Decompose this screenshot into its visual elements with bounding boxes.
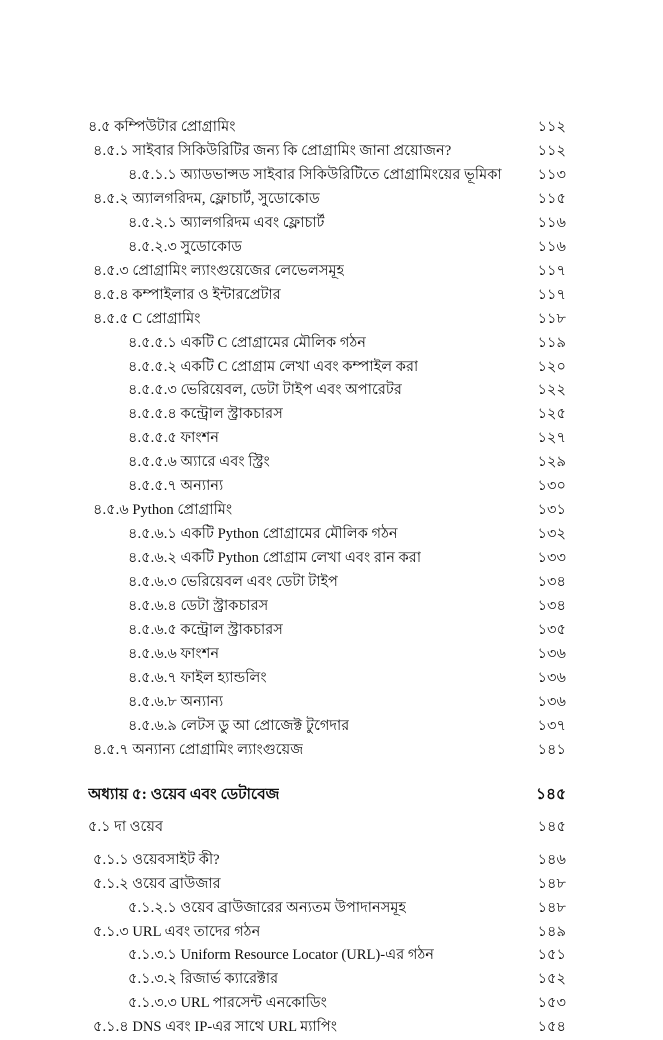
toc-entry-title: ৪.৫.২.১ অ্যালগরিদম এবং ফ্লোচার্ট <box>128 214 325 231</box>
toc-chapter-row[interactable] <box>88 783 566 807</box>
toc-page-number: ১২৯ <box>537 454 566 471</box>
toc-entry-row[interactable] <box>88 260 566 284</box>
toc-entry-title: ৪.৫.৬.৭ ফাইল হ্যান্ডলিং <box>128 669 267 686</box>
toc-entry-row[interactable] <box>88 897 566 921</box>
toc-entry-title: ৪.৫.৬.৮ অন্যান্য <box>128 693 224 710</box>
toc-entry-row[interactable] <box>88 968 566 992</box>
table-of-contents-list <box>88 116 566 1040</box>
toc-entry-title: ৪.৫.২.৩ সুডোকোড <box>128 238 243 255</box>
toc-entry-row[interactable] <box>88 849 566 873</box>
toc-page-number: ১১৬ <box>537 214 566 231</box>
toc-entry-row[interactable] <box>88 944 566 968</box>
toc-entry-title: ৫.১.৩.৩ URL পারসেন্ট এনকোডিং <box>128 995 327 1012</box>
toc-page-number: ১৪৬ <box>537 851 566 868</box>
toc-entry-row[interactable] <box>88 992 566 1016</box>
toc-entry-row[interactable] <box>88 691 566 715</box>
toc-entry-row[interactable] <box>88 739 566 763</box>
toc-entry-title: ৫.১.১ ওয়েবসাইট কী? <box>93 851 220 868</box>
toc-page-number: ১৩৪ <box>537 598 566 615</box>
toc-page-number: ১১২ <box>537 142 566 159</box>
toc-entry-row[interactable] <box>88 379 566 403</box>
toc-entry-title: ৫.১ দা ওয়েব <box>88 818 164 835</box>
toc-entry-title: ৪.৫.৪ কম্পাইলার ও ইন্টারপ্রেটার <box>93 286 281 303</box>
toc-page-number: ১১৩ <box>537 166 566 183</box>
toc-entry-row[interactable] <box>88 571 566 595</box>
toc-page-number: ১৩৬ <box>537 669 566 686</box>
toc-entry-row[interactable] <box>88 451 566 475</box>
toc-entry-title: ৫.১.২ ওয়েব ব্রাউজার <box>93 875 221 892</box>
toc-page-number: ১১৬ <box>537 238 566 255</box>
toc-page-number: ১৩৬ <box>537 645 566 662</box>
toc-entry-row[interactable] <box>88 284 566 308</box>
toc-page-number: ১৩১ <box>537 502 566 519</box>
toc-entry-title: ৪.৫.৫ C প্রোগ্রামিং <box>93 310 201 327</box>
toc-entry-title: ৫.১.৩.১ Uniform Resource Locator (URL)-এর গঠন <box>128 947 434 964</box>
toc-entry-row[interactable] <box>88 499 566 523</box>
toc-page-number: ১১৭ <box>537 286 566 303</box>
toc-entry-row[interactable] <box>88 523 566 547</box>
toc-entry-title: ৪.৫.১.১ অ্যাডভান্সড সাইবার সিকিউরিটিতে প্রোগ্রামিংয়ের ভূমিকা <box>128 166 502 183</box>
toc-entry-title: ৪.৫.৫.৫ ফাংশন <box>128 430 219 447</box>
toc-entry-row[interactable] <box>88 212 566 236</box>
toc-entry-row[interactable] <box>88 475 566 499</box>
toc-page-number: ১৩৫ <box>537 622 566 639</box>
toc-page-number: ১৫২ <box>537 971 566 988</box>
toc-page-number: ১১৯ <box>537 334 566 351</box>
toc-page-number: ১৩২ <box>537 526 566 543</box>
toc-entry-row[interactable] <box>88 356 566 380</box>
toc-entry-title: ৪.৫.৬.১ একটি Python প্রোগ্রামের মৌলিক গঠন <box>128 526 398 543</box>
toc-entry-title: ৪.৫.৫.৭ অন্যান্য <box>128 478 224 495</box>
toc-entry-row[interactable] <box>88 667 566 691</box>
toc-entry-row[interactable] <box>88 116 566 140</box>
toc-entry-row[interactable] <box>88 921 566 945</box>
toc-page-number: ১৫৩ <box>537 995 566 1012</box>
toc-entry-title: ৪.৫.৩ প্রোগ্রামিং ল্যাংগুয়েজের লেভেলসমূহ <box>93 262 345 279</box>
toc-page-number: ১২২ <box>537 382 566 399</box>
toc-page-number: ১৪৫ <box>537 818 566 835</box>
toc-page-number: ১৫৪ <box>537 1019 566 1036</box>
toc-page-number: ১১৭ <box>537 262 566 279</box>
toc-page-number: ১২৫ <box>537 406 566 423</box>
toc-page-number: ১৩৭ <box>537 717 566 734</box>
toc-entry-title: ৪.৫.৫.১ একটি C প্রোগ্রামের মৌলিক গঠন <box>128 334 366 351</box>
toc-page-number: ১৩৩ <box>537 550 566 567</box>
toc-page-number: ১৫১ <box>537 947 566 964</box>
toc-entry-row[interactable] <box>88 236 566 260</box>
toc-page-number: ১১২ <box>537 119 566 135</box>
toc-entry-row[interactable] <box>88 1016 566 1040</box>
toc-page-number: ১৪১ <box>537 741 566 758</box>
toc-page-number: ১৪৫ <box>536 785 566 803</box>
toc-page-number: ১৪৯ <box>537 923 566 940</box>
toc-entry-title: ৪.৫.২ অ্যালগরিদম, ফ্লোচার্ট, সুডোকোড <box>93 190 320 207</box>
toc-entry-row[interactable] <box>88 188 566 212</box>
toc-entry-row[interactable] <box>88 164 566 188</box>
toc-entry-row[interactable] <box>88 715 566 739</box>
toc-entry-row[interactable] <box>88 595 566 619</box>
toc-entry-title: ৪.৫ কম্পিউটার প্রোগ্রামিং <box>88 119 236 135</box>
toc-page-number: ১৩৬ <box>537 693 566 710</box>
toc-entry-row[interactable] <box>88 873 566 897</box>
toc-entry-title: ৫.১.৩ URL এবং তাদের গঠন <box>93 923 261 940</box>
toc-entry-title: ৪.৫.৫.৬ অ্যারে এবং স্ট্রিং <box>128 454 270 471</box>
toc-entry-row[interactable] <box>88 332 566 356</box>
toc-entry-row[interactable] <box>88 427 566 451</box>
toc-entry-row[interactable] <box>88 547 566 571</box>
toc-entry-row[interactable] <box>88 816 566 840</box>
toc-page-number: ১২৭ <box>537 430 566 447</box>
toc-entry-title: ৪.৫.৫.৪ কন্ট্রোল স্ট্রাকচারস <box>128 406 283 423</box>
toc-entry-title: ৪.৫.৫.২ একটি C প্রোগ্রাম লেখা এবং কম্পাইল করা <box>128 358 419 375</box>
toc-page-number: ১৪৮ <box>537 899 566 916</box>
toc-entry-row[interactable] <box>88 643 566 667</box>
toc-entry-row[interactable] <box>88 619 566 643</box>
toc-page-number: ১৩৪ <box>537 574 566 591</box>
toc-page-number: ১৩০ <box>537 478 566 495</box>
toc-entry-title: ৪.৫.৬.৫ কন্ট্রোল স্ট্রাকচারস <box>128 622 283 639</box>
toc-entry-title: ৫.১.৪ DNS এবং IP-এর সাথে URL ম্যাপিং <box>93 1019 338 1036</box>
toc-entry-row[interactable] <box>88 308 566 332</box>
toc-page-number: ১৪৮ <box>537 875 566 892</box>
toc-page-number: ১২০ <box>537 358 566 375</box>
toc-entry-title: ৪.৫.৬.৪ ডেটা স্ট্রাকচারস <box>128 598 269 615</box>
toc-entry-title: ৪.৫.৬.৬ ফাংশন <box>128 645 220 662</box>
toc-page-number: ১১৫ <box>537 190 566 207</box>
toc-entry-row[interactable] <box>88 403 566 427</box>
toc-entry-title: ৪.৫.৭ অন্যান্য প্রোগ্রামিং ল্যাংগুয়েজ <box>93 741 304 758</box>
toc-entry-title: ৫.১.২.১ ওয়েব ব্রাউজারের অন্যতম উপাদানসমূহ <box>128 899 407 916</box>
toc-entry-title: ৪.৫.৬.২ একটি Python প্রোগ্রাম লেখা এবং রান করা <box>128 550 422 567</box>
toc-page-number: ১১৮ <box>537 310 566 327</box>
toc-entry-title: ৪.৫.৬.৩ ভেরিয়েবল এবং ডেটা টাইপ <box>128 574 338 591</box>
toc-entry-title: ৫.১.৩.২ রিজার্ভ ক্যারেক্টার <box>128 971 279 988</box>
toc-entry-row[interactable] <box>88 140 566 164</box>
toc-entry-title: ৪.৫.৬.৯ লেটস ডু আ প্রোজেক্ট টুগেদার <box>128 717 350 734</box>
toc-entry-title: ৪.৫.৬ Python প্রোগ্রামিং <box>93 502 233 519</box>
toc-entry-title: ৪.৫.১ সাইবার সিকিউরিটির জন্য কি প্রোগ্রামিং জানা প্রয়োজন? <box>93 142 452 159</box>
toc-entry-title: অধ্যায় ৫: ওয়েব এবং ডেটাবেজ <box>88 785 280 803</box>
toc-entry-title: ৪.৫.৫.৩ ভেরিয়েবল, ডেটা টাইপ এবং অপারেটর <box>128 382 402 399</box>
